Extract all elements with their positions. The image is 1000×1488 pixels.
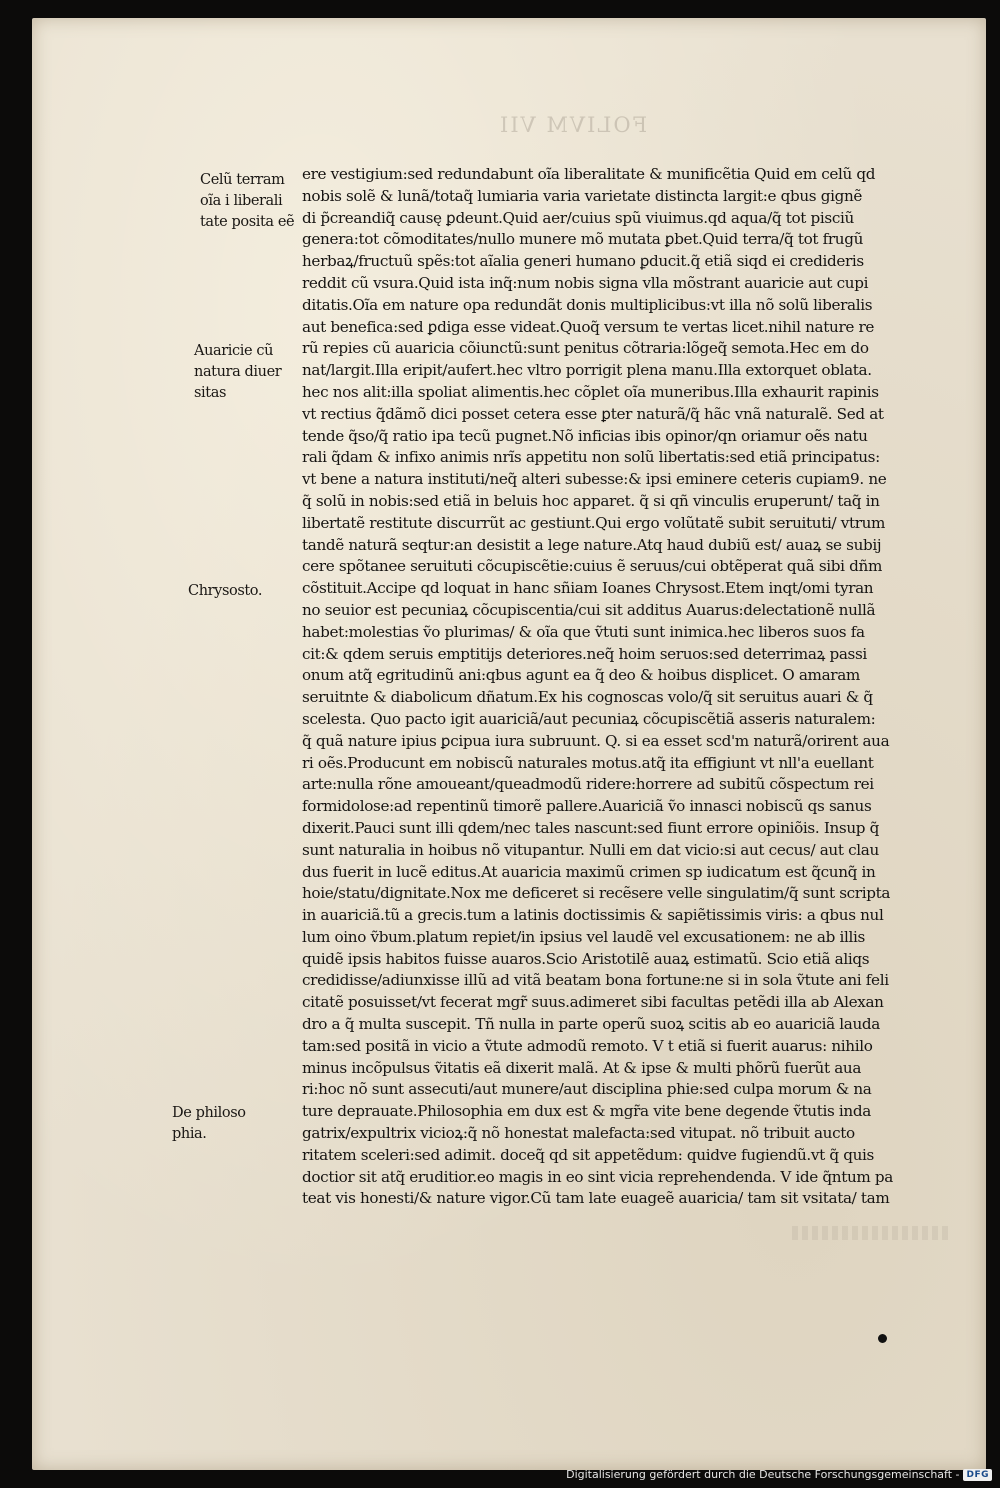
text-line: nobis solẽ & lunã/totaq̃ lumiaria varia varietate distincta largit:e qbus gignẽ bbox=[302, 186, 863, 205]
text-line: q̃ solũ in nobis:sed etiã in beluis hoc apparet. q̃ si qñ vinculis eruperunt/ taq̃ in bbox=[302, 491, 880, 510]
text-line: sunt naturalia in hoibus nõ vitupantur. Nulli em dat vicio:si aut cecus/ aut clau bbox=[302, 840, 879, 859]
text-line: in auariciã.tũ a grecis.tum a latinis doctissimis & sapiẽtissimis viris: a qbus nul bbox=[302, 906, 884, 925]
text-line: q̃ quã nature ipius ꝑcipua iura subruunt. Q. si ea esset scd'm naturã/orirent aua bbox=[302, 731, 890, 750]
running-head: FOLIVM VII bbox=[498, 113, 648, 137]
text-line: ture deprauate.Philosophia em dux est & mgr̃a vite bene degende ṽtutis inda bbox=[302, 1102, 871, 1121]
text-line: hoie/statu/dignitate.Nox me deficeret si recẽsere velle singulatim/q̃ sunt scripta bbox=[302, 884, 891, 903]
text-line: vt rectius q̃dãmõ dici posset cetera esse ꝑter naturã/q̃ hãc vnã naturalẽ. Sed at bbox=[302, 404, 884, 423]
marginal-note-4 bbox=[172, 1103, 246, 1145]
text-line: ri oẽs.Producunt em nobiscũ naturales motus.atq̃ ita effigiunt vt nll'a euellant bbox=[302, 753, 874, 772]
text-line: cere spõtanee seruituti cõcupiscẽtie:cuius ẽ seruus/cui obtẽperat quã sibi dñm bbox=[302, 557, 883, 576]
text-line: scelesta. Quo pacto igit auariciã/aut pecuniaꝝ cõcupiscẽtiã asseris naturalem: bbox=[302, 709, 876, 728]
text-line: credidisse/adiunxisse illũ ad vitã beatam bona fortune:ne si in sola ṽtute ani feli bbox=[302, 971, 889, 990]
text-line: ere vestigium:sed redundabunt oĩa liberalitate & munificẽtia Quid em celũ qd bbox=[302, 165, 876, 183]
book-page bbox=[32, 18, 986, 1470]
text-line: ditatis.Oĩa em nature opa redundãt donis multiplicibus:vt illa nõ solũ liberalis bbox=[302, 295, 873, 314]
text-line: dixerit.Pauci sunt illi qdem/nec tales nascunt:sed fiunt errore opiniõis. Insup q̃ bbox=[302, 818, 880, 837]
marginal-note-line: De philoso bbox=[172, 1105, 246, 1121]
digitization-footer bbox=[566, 1468, 992, 1481]
text-line: genera:tot cõmoditates/nullo munere mõ mutata ꝑbet.Quid terra/q̃ tot frugũ bbox=[302, 230, 864, 249]
text-line: doctior sit atq̃ eruditior.eo magis in eo sint vicia reprehendenda. V ide q̃ntum pa bbox=[302, 1167, 893, 1186]
marginal-note-line: natura diuer bbox=[194, 364, 282, 380]
text-line: nat/largit.Illa eripit/aufert.hec vltro porrigit plena manu.Illa extorquet oblata. bbox=[302, 361, 872, 380]
text-line: tam:sed positã in vicio a ṽtute admodũ remoto. V t etiã si fuerit auarus: nihilo bbox=[302, 1036, 873, 1055]
marginal-note-3 bbox=[188, 581, 262, 602]
text-line: libertatẽ restitute discurrũt ac gestiunt.Qui ergo volũtatẽ subit seruituti/ vtrum bbox=[302, 513, 886, 532]
text-line: tende q̃so/q̃ ratio ipa tecũ pugnet.Nõ inficias ibis opinor/qn oriamur oẽs natu bbox=[302, 426, 868, 445]
text-line: citatẽ posuisset/vt fecerat mgr̃ suus.adimeret sibi facultas petẽdi illa ab Alexan bbox=[302, 993, 884, 1012]
text-line: lum oino ṽbum.platum repiet/in ipsius vel laudẽ vel excusationem: ne ab illis bbox=[302, 927, 865, 946]
text-line: dus fuerit in lucẽ editus.At auaricia maximũ crimen sp iudicatum est q̃cunq̃ in bbox=[302, 862, 876, 881]
marginal-note-line: Celũ terram bbox=[200, 172, 285, 188]
text-line: ritatem sceleri:sed adimit. doceq̃ qd sit appetẽdum: quidve fugiendũ.vt q̃ quis bbox=[302, 1145, 874, 1164]
text-line: vt bene a natura instituti/neq̃ alteri subesse:& ipsi eminere ceteris cupiam9. ne bbox=[302, 470, 887, 489]
text-line: ri:hoc nõ sunt assecuti/aut munere/aut disciplina phie:sed culpa morum & na bbox=[302, 1080, 872, 1099]
text-line: quidẽ ipsis habitos fuisse auaros.Scio Aristotilẽ auaꝝ estimatũ. Scio etiã aliqs bbox=[302, 949, 870, 968]
text-line: reddit cũ vsura.Quid ista inq̃:num nobis signa vlla mõstrant auaricie aut cupi bbox=[302, 273, 869, 292]
marginal-note-line: oĩa i liberali bbox=[200, 193, 283, 209]
marginal-note-line: sitas bbox=[194, 385, 226, 401]
text-line: di p̃creandiq̃ causę ꝑdeunt.Quid aer/cuius spũ viuimus.qd aqua/q̃ tot pisciũ bbox=[302, 208, 854, 227]
marginal-note-line: Auaricie cũ bbox=[194, 343, 274, 359]
dfg-logo: DFG bbox=[963, 1469, 992, 1481]
text-line: aut benefica:sed ꝑdiga esse videat.Quoq̃ versum te vertas licet.nihil nature re bbox=[302, 317, 875, 336]
text-line: minus incõpulsus ṽitatis eã dixerit malã. At & ipse & multi phõrũ fuerũt aua bbox=[302, 1058, 862, 1077]
text-line: cõstituit.Accipe qd loquat in hanc sñiam Ioanes Chrysost.Etem inqt/omi tyran bbox=[302, 579, 874, 598]
marginal-note-line: Chrysosto. bbox=[188, 583, 263, 599]
text-line: dro a q̃ multa suscepit. Tñ nulla in parte operũ suoꝝ scitis ab eo auariciã lauda bbox=[302, 1015, 881, 1034]
show-through-text bbox=[792, 1226, 952, 1240]
text-line: teat vis honesti/& nature vigor.Cũ tam late euageẽ auaricia/ tam sit vsitata/ tam bbox=[302, 1189, 890, 1208]
text-line: herbaꝝ/fructuũ spẽs:tot aĩalia generi humano ꝑducit.q̃ etiã siqd ei credideris bbox=[302, 252, 864, 271]
text-line: cit:& qdem seruis emptitijs deteriores.neq̃ hoim seruos:sed deterrimaꝝ passi bbox=[302, 644, 867, 663]
text-line: onum atq̃ egritudinũ ani:qbus agunt ea q̃ deo & hoibus displicet. O amaram bbox=[302, 666, 860, 685]
text-line: rali q̃dam & infixo animis nrĩs appetitu non solũ libertatis:sed etiã principatus: bbox=[302, 448, 880, 467]
text-line: hec nos alit:illa spoliat alimentis.hec cõplet oĩa muneribus.Illa exhaurit rapinis bbox=[302, 382, 879, 401]
marginal-note-line: phia. bbox=[172, 1126, 207, 1142]
marginal-note-2 bbox=[194, 341, 281, 404]
marginal-note-1 bbox=[200, 170, 294, 233]
footer-text: Digitalisierung gefördert durch die Deutsche Forschungsgemeinschaft - bbox=[566, 1468, 960, 1481]
text-line: habet:molestias ṽo plurimas/ & oĩa que ṽtuti sunt inimica.hec liberos suos fa bbox=[302, 622, 865, 641]
text-line: arte:nulla rõne amoueant/queadmodũ ridere:horrere ad subitũ cõspectum rei bbox=[302, 775, 874, 794]
text-line: no seuior est pecuniaꝝ cõcupiscentia/cui sit additus Auarus:delectationẽ nullã bbox=[302, 600, 876, 619]
text-line: tandẽ naturã seqtur:an desistit a lege nature.Atq haud dubiũ est/ auaꝝ se subij bbox=[302, 535, 882, 554]
ink-spot bbox=[878, 1334, 887, 1343]
text-line: rũ repies cũ auaricia cõiunctũ:sunt penitus cõtraria:lõgeq̃ semota.Hec em do bbox=[302, 339, 869, 358]
body-text bbox=[302, 164, 952, 1210]
marginal-note-line: tate posita eẽ bbox=[200, 214, 295, 230]
text-line: seruitnte & diabolicum dñatum.Ex his cognoscas volo/q̃ sit seruitus auari & q̃ bbox=[302, 688, 873, 707]
text-line: formidolose:ad repentinũ timorẽ pallere.Auariciã ṽo innasci nobiscũ qs sanus bbox=[302, 797, 872, 816]
text-line: gatrix/expultrix vicioꝝ:q̃ nõ honestat malefacta:sed vitupat. nõ tribuit aucto bbox=[302, 1124, 855, 1143]
